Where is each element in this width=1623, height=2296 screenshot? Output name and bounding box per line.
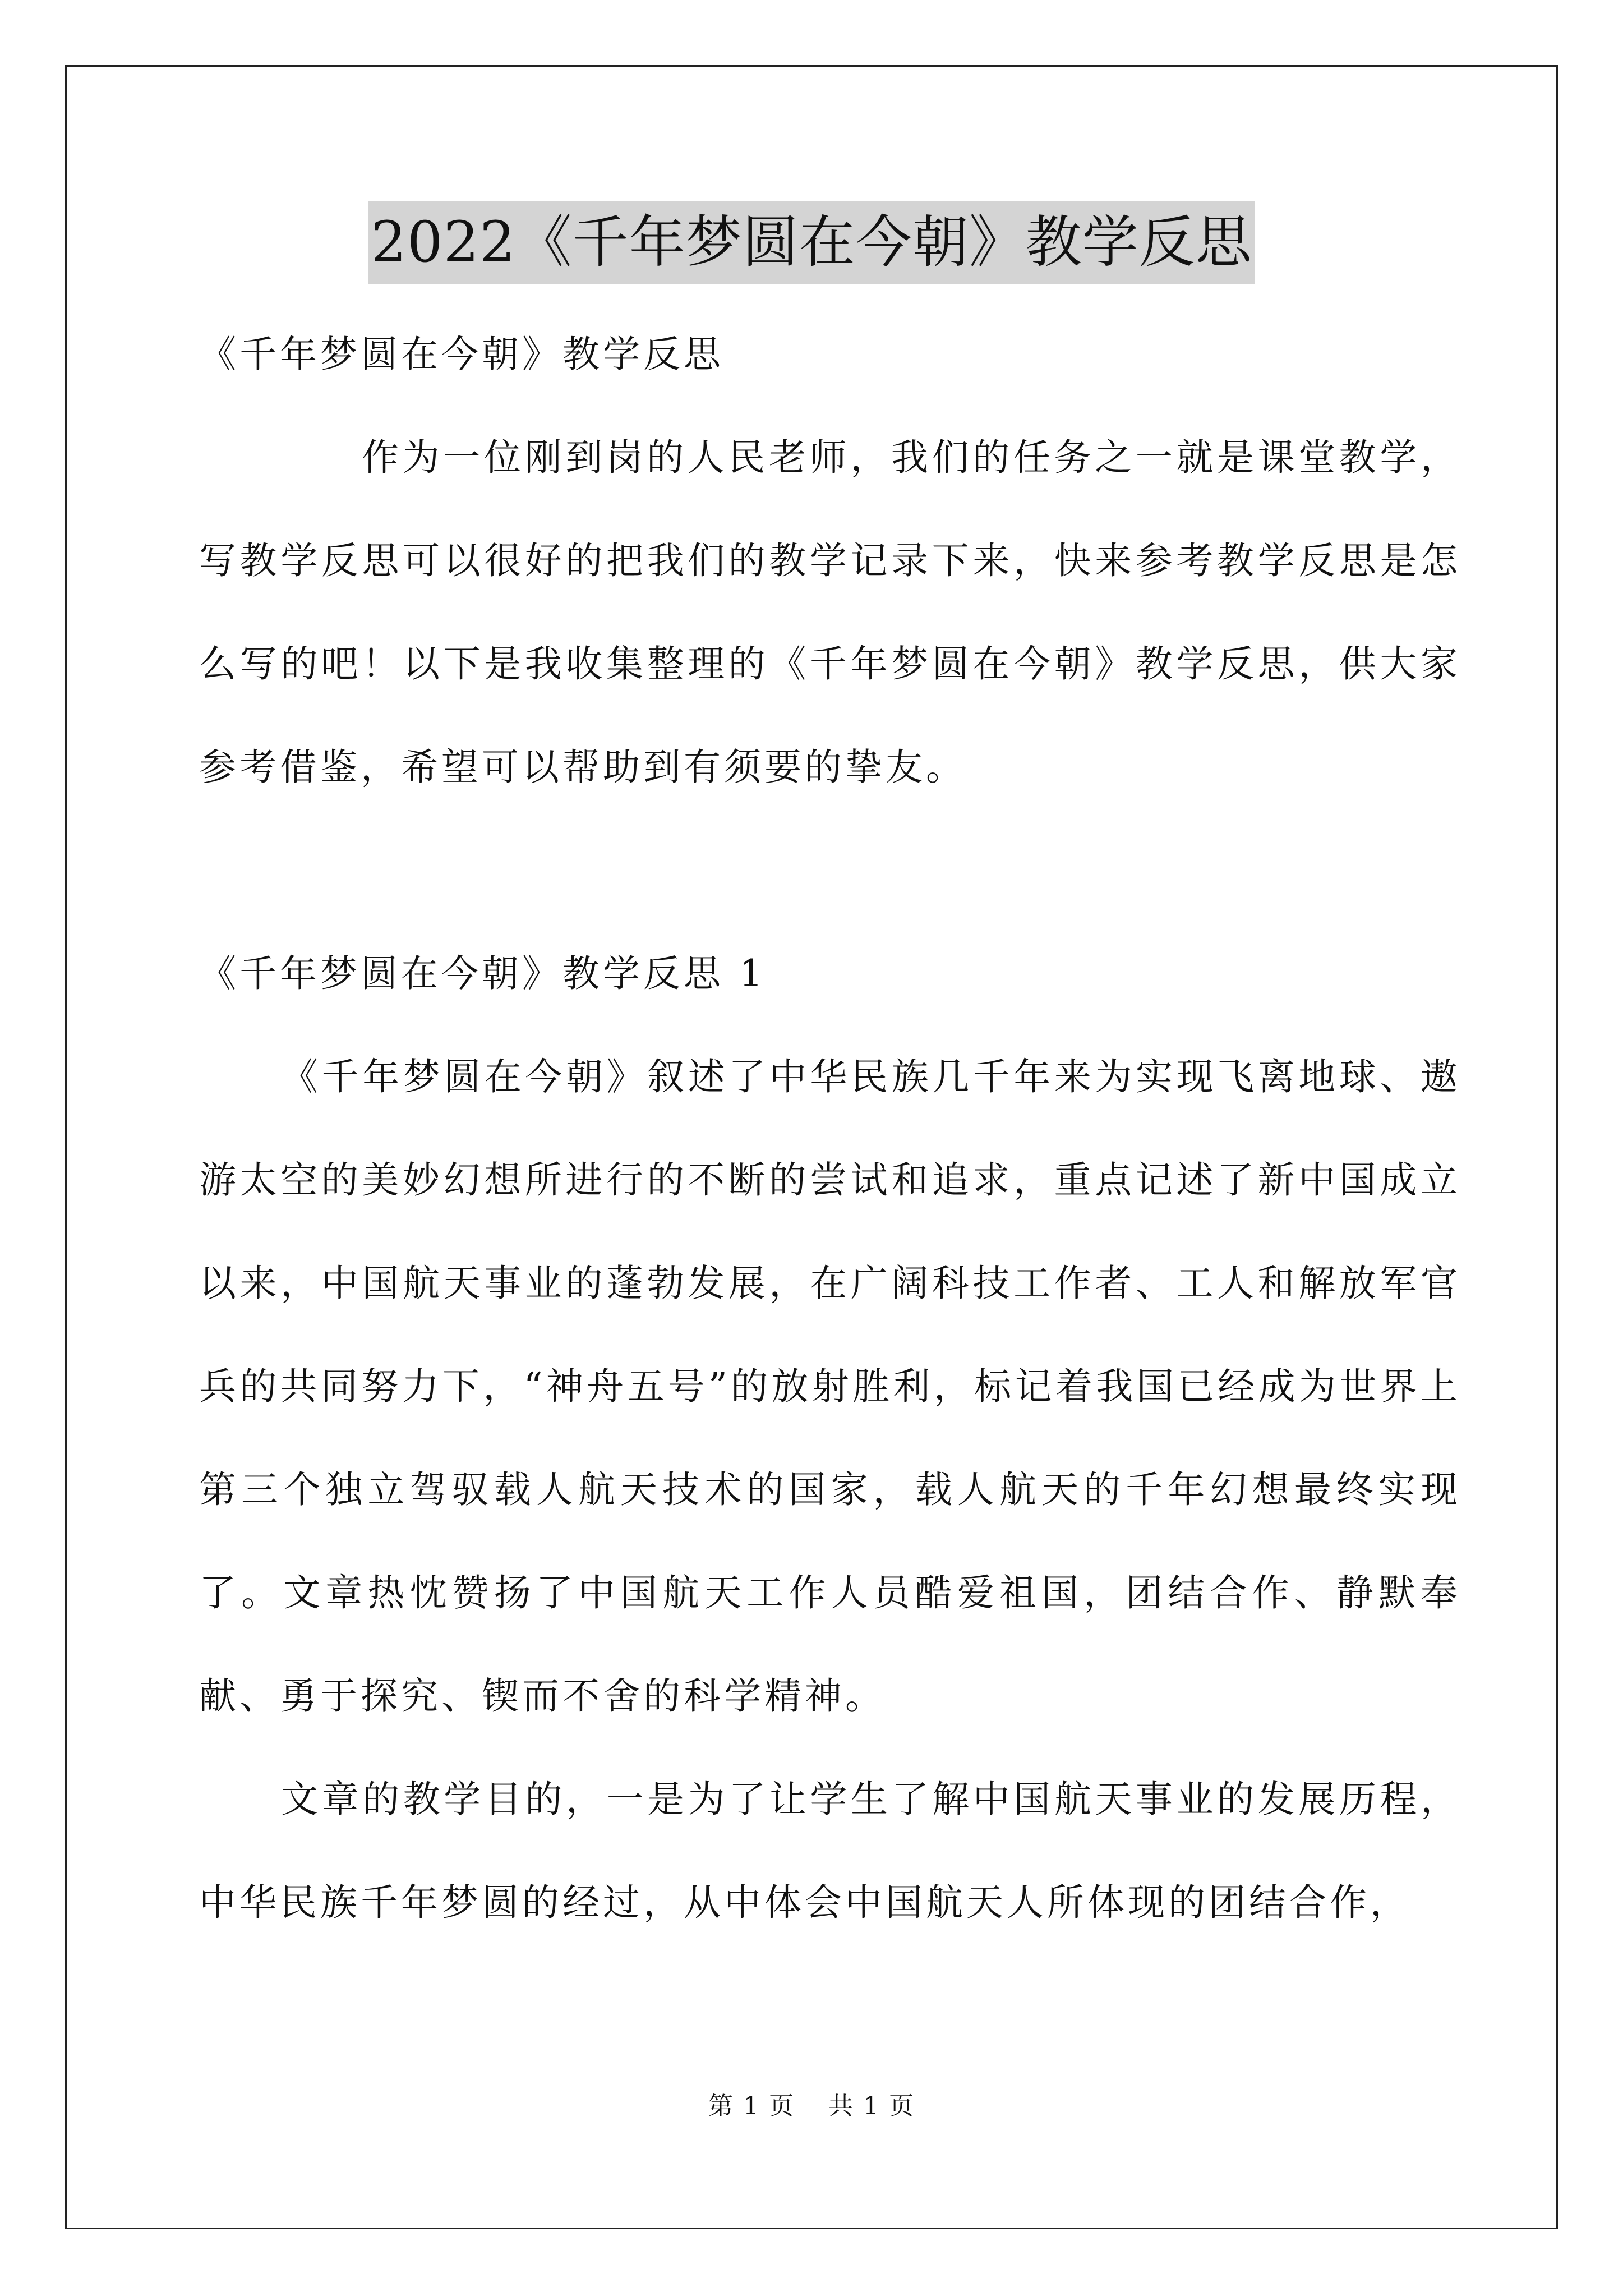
page-footer <box>0 2090 1623 2123</box>
document-body <box>199 303 1461 1954</box>
section-heading: 《千年梦圆在今朝》教学反思 1 <box>199 952 766 995</box>
title-container <box>0 201 1623 284</box>
page-total: 共 1 页 <box>828 2092 915 2120</box>
intro-paragraph: 作为一位刚到岗的人民老师，我们的任务之一就是课堂教学，写教学反思可以很好的把我们的教学记录下来，快来参考教学反思是怎么写的吧！以下是我收集整理的《千年梦圆在今朝》教学反思，供大家参考借鉴，希望可以帮助到有须要的挚友。 <box>199 436 1461 789</box>
page-number: 第 1 页 <box>708 2092 795 2120</box>
body-paragraph: 《千年梦圆在今朝》叙述了中华民族几千年来为实现飞离地球、遨游太空的美妙幻想所进行的不断的尝试和追求，重点记述了新中国成立以来，中国航天事业的蓬勃发展，在广阔科技工作者、工人和解放军官兵的共同努力下，“神舟五号”的放射胜利，标记着我国已经成为世界上第三个独立驾驭载人航天技术的国家，载人航天的千年幻想最终实现了。文章热忱赞扬了中国航天工作人员酷爱祖国，团结合作、静默奉献、勇于探究、锲而不舍的科学精神。 <box>199 1055 1461 1718</box>
document-title: 2022《千年梦圆在今朝》教学反思 <box>368 201 1255 284</box>
document-subtitle: 《千年梦圆在今朝》教学反思 <box>199 333 724 376</box>
section-spacer <box>199 819 1461 922</box>
body-paragraph: 文章的教学目的，一是为了让学生了解中国航天事业的发展历程，中华民族千年梦圆的经过，从中体会中国航天人所体现的团结合作， <box>199 1778 1461 1924</box>
